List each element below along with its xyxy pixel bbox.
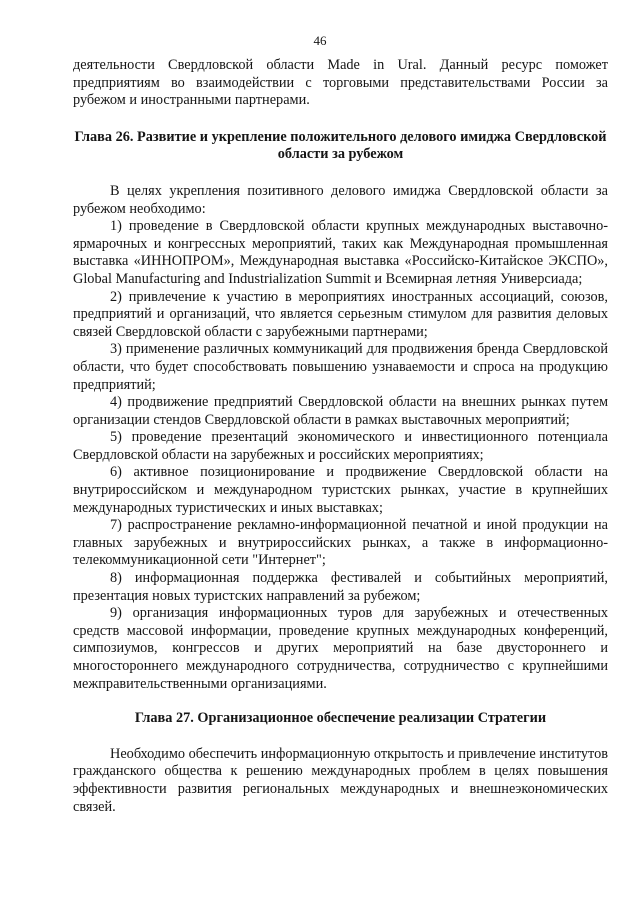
chapter-27-title: Глава 27. Организационное обеспечение реализации Стратегии: [134, 710, 547, 727]
list-item-5: 5) проведение презентаций экономического и инвестиционного потенциала Свердловской области на зарубежных и российских мероприятиях;: [73, 429, 608, 463]
list-item-8: 8) информационная поддержка фестивалей и событийных мероприятий, презентация новых туристских направлений за рубежом;: [73, 570, 608, 604]
chapter-26-title: Глава 26. Развитие и укрепление положительного делового имиджа Свердловской области за рубежом: [74, 128, 607, 163]
list-item-7: 7) распространение рекламно-информационной печатной и иной продукции на главных зарубежных и внутрироссийских рынках, а также в информационно-телекоммуникационной сети "Интернет";: [73, 517, 608, 569]
list-item-3: 3) применение различных коммуникаций для продвижения бренда Свердловской области, что будет способствовать повышению узнаваемости и спроса на продукцию предприятий;: [73, 341, 608, 393]
chapter-26-intro: В целях укрепления позитивного делового имиджа Свердловской области за рубежом необходимо:: [73, 182, 608, 217]
list-item-4: 4) продвижение предприятий Свердловской области на внешних рынках путем организации стендов Свердловской области в рамках выставочных мероприятий;: [73, 394, 608, 428]
list-item-2: 2) привлечение к участию в мероприятиях иностранных ассоциаций, союзов, предприятий и организаций, что является серьезным стимулом для развития деловых связей Свердловской области с зарубежными партнерами;: [73, 288, 608, 340]
page-content: [73, 57, 608, 816]
chapter-26-list: [73, 218, 608, 693]
continuation-paragraph: деятельности Свердловской области Made in Ural. Данный ресурс поможет предприятиям во взаимодействии с торговыми представительствами России за рубежом и иностранными партнерами.: [73, 57, 608, 109]
list-item-1: 1) проведение в Свердловской области крупных международных выставочно-ярмарочных и конгрессных мероприятий, таких как Международная промышленная выставка «ИННОПРОМ», Международная выставка «Российско-Китайское ЭКСПО», Global Manufacturing and Industrialization Summit и Всемирная летняя Универсиада;: [73, 218, 608, 287]
page-number: 46: [313, 33, 327, 48]
chapter-27-paragraph: Необходимо обеспечить информационную открытость и привлечение институтов гражданского общества к решению международных проблем в целях повышения эффективности развития региональных международных и внешнеэкономических связей.: [73, 745, 608, 815]
list-item-9: 9) организация информационных туров для зарубежных и отечественных средств массовой информации, проведение крупных международных конференций, симпозиумов, конгрессов и других мероприятий на базе двустороннего и многостороннего международного сотрудничества, сотрудничество с крупнейшими межправительственными организациями.: [73, 605, 608, 692]
list-item-6: 6) активное позиционирование и продвижение Свердловской области на внутрироссийском и международном туристских рынках, участие в крупнейших международных туристических и иных выставках;: [73, 464, 608, 516]
